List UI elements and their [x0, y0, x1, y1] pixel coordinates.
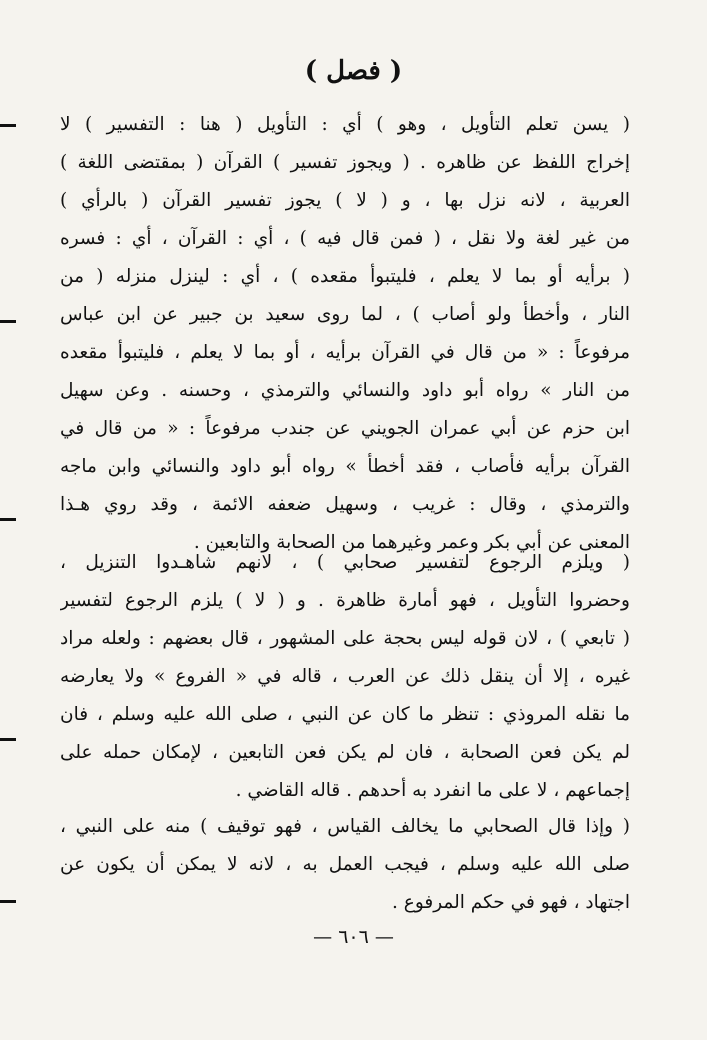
- text-line: المعنى عن أبي بكر وعمر وغيرهما من الصحابة والتابعين .: [193, 532, 630, 553]
- text-line: القرآن برأيه فأصاب ، فقد أخطأ » رواه أبو داود والنسائي وابن ماجه: [60, 456, 630, 477]
- margin-mark: [0, 900, 16, 903]
- paragraph-2: [60, 544, 630, 810]
- text-line: العربية ، لانه نزل بها ، و ( لا ) يجوز تفسير القرآن ( بالرأي ): [60, 190, 630, 211]
- section-heading: ( فصل ): [304, 56, 403, 86]
- margin-mark: [0, 320, 16, 323]
- text-line: ابن حزم عن أبي عمران الجويني عن جندب مرفوعاً : « من قال في: [60, 418, 630, 439]
- paragraph-3: [60, 808, 630, 922]
- margin-mark: [0, 738, 16, 741]
- text-line: ( برأيه أو بما لا يعلم ، فليتبوأ مقعده ) ، أي : لينزل منزله ( من: [60, 266, 630, 287]
- margin-mark: [0, 518, 16, 521]
- text-line: لم يكن فعن الصحابة ، فان لم يكن فعن التابعين ، لإمكان حمله على: [60, 742, 630, 763]
- text-line: والترمذي ، وقال : غريب ، وسهيل ضعفه الائمة ، وقد روي هـذا: [60, 494, 630, 515]
- text-line: إجماعهم ، لا على ما انفرد به أحدهم . قاله القاضي .: [235, 780, 630, 801]
- text-line: من النار » رواه أبو داود والنسائي والترمذي ، وحسنه . وعن سهيل: [60, 380, 630, 401]
- margin-mark: [0, 124, 16, 127]
- text-line: اجتهاد ، فهو في حكم المرفوع .: [392, 892, 630, 913]
- text-line: ( ويلزم الرجوع لتفسير صحابي ) ، لانهم شاهـدوا التنزيل ،: [60, 552, 630, 573]
- text-line: مرفوعاً : « من قال في القرآن برأيه ، أو بما لا يعلم ، فليتبوأ مقعده: [60, 342, 630, 363]
- text-line: إخراج اللفظ عن ظاهره . ( ويجوز تفسير ) القرآن ( بمقتضى اللغة ): [60, 152, 630, 173]
- page-number: — ٦٠٦ —: [313, 926, 394, 948]
- text-line: ما نقله المروذي : تنظر ما كان عن النبي ، صلى الله عليه وسلم ، فان: [60, 704, 630, 725]
- text-line: ( وإذا قال الصحابي ما يخالف القياس ، فهو توقيف ) منه على النبي ،: [60, 816, 630, 837]
- text-line: النار ، وأخطأ ولو أصاب ) ، لما روى سعيد بن جبير عن ابن عباس: [60, 304, 630, 325]
- text-line: وحضروا التأويل ، فهو أمارة ظاهرة . و ( لا ) يلزم الرجوع لتفسير: [60, 590, 630, 611]
- text-line: ( يسن تعلم التأويل ، وهو ) أي : التأويل ( هنا : التفسير ) لا: [60, 114, 630, 135]
- text-line: ( تابعي ) ، لان قوله ليس بحجة على المشهور ، قال بعضهم : ولعله مراد: [60, 628, 630, 649]
- text-line: صلى الله عليه وسلم ، فيجب العمل به ، لانه لا يمكن أن يكون عن: [60, 854, 630, 875]
- text-line: من غير لغة ولا نقل ، ( فمن قال فيه ) ، أي : القرآن ، أي : فسره: [60, 228, 630, 249]
- text-line: غيره ، إلا أن ينقل ذلك عن العرب ، قاله في « الفروع » ولا يعارضه: [60, 666, 630, 687]
- paragraph-1: [60, 106, 630, 562]
